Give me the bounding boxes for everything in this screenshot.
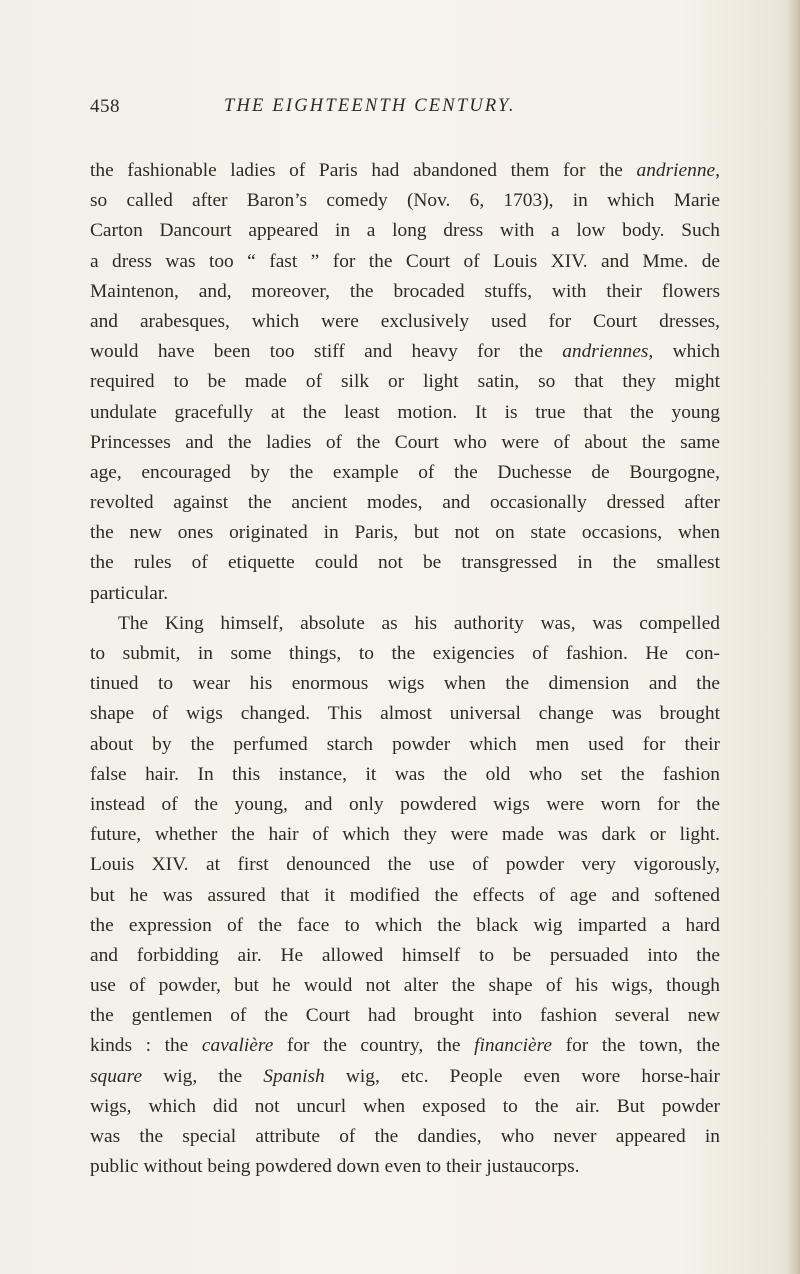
paragraph bbox=[90, 609, 720, 1183]
text-line: a dress was too “ fast ” for the Court of Louis XIV. and Mme. de bbox=[90, 250, 720, 272]
text-line: use of powder, but he would not alter the shape of his wigs, though bbox=[90, 975, 720, 997]
text-line: Maintenon, and, moreover, the brocaded stuffs, with their flowers bbox=[90, 280, 720, 302]
text-line: required to be made of silk or light satin, so that they might bbox=[90, 371, 720, 393]
body-text bbox=[90, 156, 720, 1182]
page-edge-shadow bbox=[786, 0, 800, 1274]
text-line: undulate gracefully at the least motion. It is true that the young bbox=[90, 401, 720, 423]
text-line: would have been too stiff and heavy for the andriennes, which bbox=[90, 341, 720, 363]
text-line: particular. bbox=[90, 582, 169, 604]
paragraph bbox=[90, 156, 720, 609]
text-line: about by the perfumed starch powder which men used for their bbox=[90, 733, 720, 755]
italic-term: andriennes, bbox=[562, 341, 654, 363]
italic-term: andrienne, bbox=[636, 160, 720, 181]
text-line: instead of the young, and only powdered wigs were worn for the bbox=[90, 793, 720, 815]
italic-term: square bbox=[90, 1065, 143, 1087]
text-line: future, whether the hair of which they were made was dark or light. bbox=[90, 824, 720, 846]
italic-term: Spanish bbox=[263, 1065, 325, 1087]
text-line: the rules of etiquette could not be transgressed in the smallest bbox=[90, 552, 720, 574]
text-line: but he was assured that it modified the effects of age and softened bbox=[90, 884, 720, 906]
text-line: and arabesques, which were exclusively used for Court dresses, bbox=[90, 310, 720, 332]
text-line: and forbidding air. He allowed himself to be persuaded into the bbox=[90, 944, 720, 966]
text-line: the gentlemen of the Court had brought into fashion several new bbox=[90, 1005, 720, 1027]
text-line: wigs, which did not uncurl when exposed to the air. But powder bbox=[90, 1095, 720, 1117]
text-line: The King himself, absolute as his authority was, was compelled bbox=[118, 612, 720, 634]
text-line: Louis XIV. at first denounced the use of powder very vigorously, bbox=[90, 854, 720, 876]
text-line: was the special attribute of the dandies, who never appeared in bbox=[90, 1126, 720, 1147]
italic-term: financière bbox=[474, 1035, 553, 1057]
text-line: the fashionable ladies of Paris had abandoned them for the andrienne, bbox=[90, 160, 720, 181]
text-line: the new ones originated in Paris, but not on state occasions, when bbox=[90, 522, 720, 544]
text-line: square wig, the Spanish wig, etc. People even wore horse-hair bbox=[90, 1065, 720, 1087]
italic-term: cavalière bbox=[201, 1035, 274, 1057]
text-line: Princesses and the ladies of the Court who were of about the same bbox=[90, 431, 720, 453]
text-line: shape of wigs changed. This almost universal change was brought bbox=[90, 703, 720, 725]
text-line: public without being powdered down even to their justaucorps. bbox=[90, 1156, 580, 1178]
text-line: to submit, in some things, to the exigencies of fashion. He con- bbox=[90, 643, 720, 664]
text-line: age, encouraged by the example of the Duchesse de Bourgogne, bbox=[90, 461, 720, 483]
running-head bbox=[90, 96, 720, 126]
text-line: tinued to wear his enormous wigs when the dimension and the bbox=[90, 673, 720, 695]
text-line: Carton Dancourt appeared in a long dress with a low body. Such bbox=[90, 220, 720, 242]
page-number: 458 bbox=[90, 96, 120, 117]
text-line: revolted against the ancient modes, and occasionally dressed after bbox=[90, 492, 720, 514]
text-line: false hair. In this instance, it was the old who set the fashion bbox=[90, 763, 720, 785]
text-line: so called after Baron’s comedy (Nov. 6, 1703), in which Marie bbox=[90, 190, 720, 212]
running-title: THE EIGHTEENTH CENTURY. bbox=[224, 96, 516, 116]
text-line: kinds : the cavalière for the country, the financière for the town, the bbox=[90, 1035, 721, 1057]
text-line: the expression of the face to which the black wig imparted a hard bbox=[90, 914, 720, 936]
